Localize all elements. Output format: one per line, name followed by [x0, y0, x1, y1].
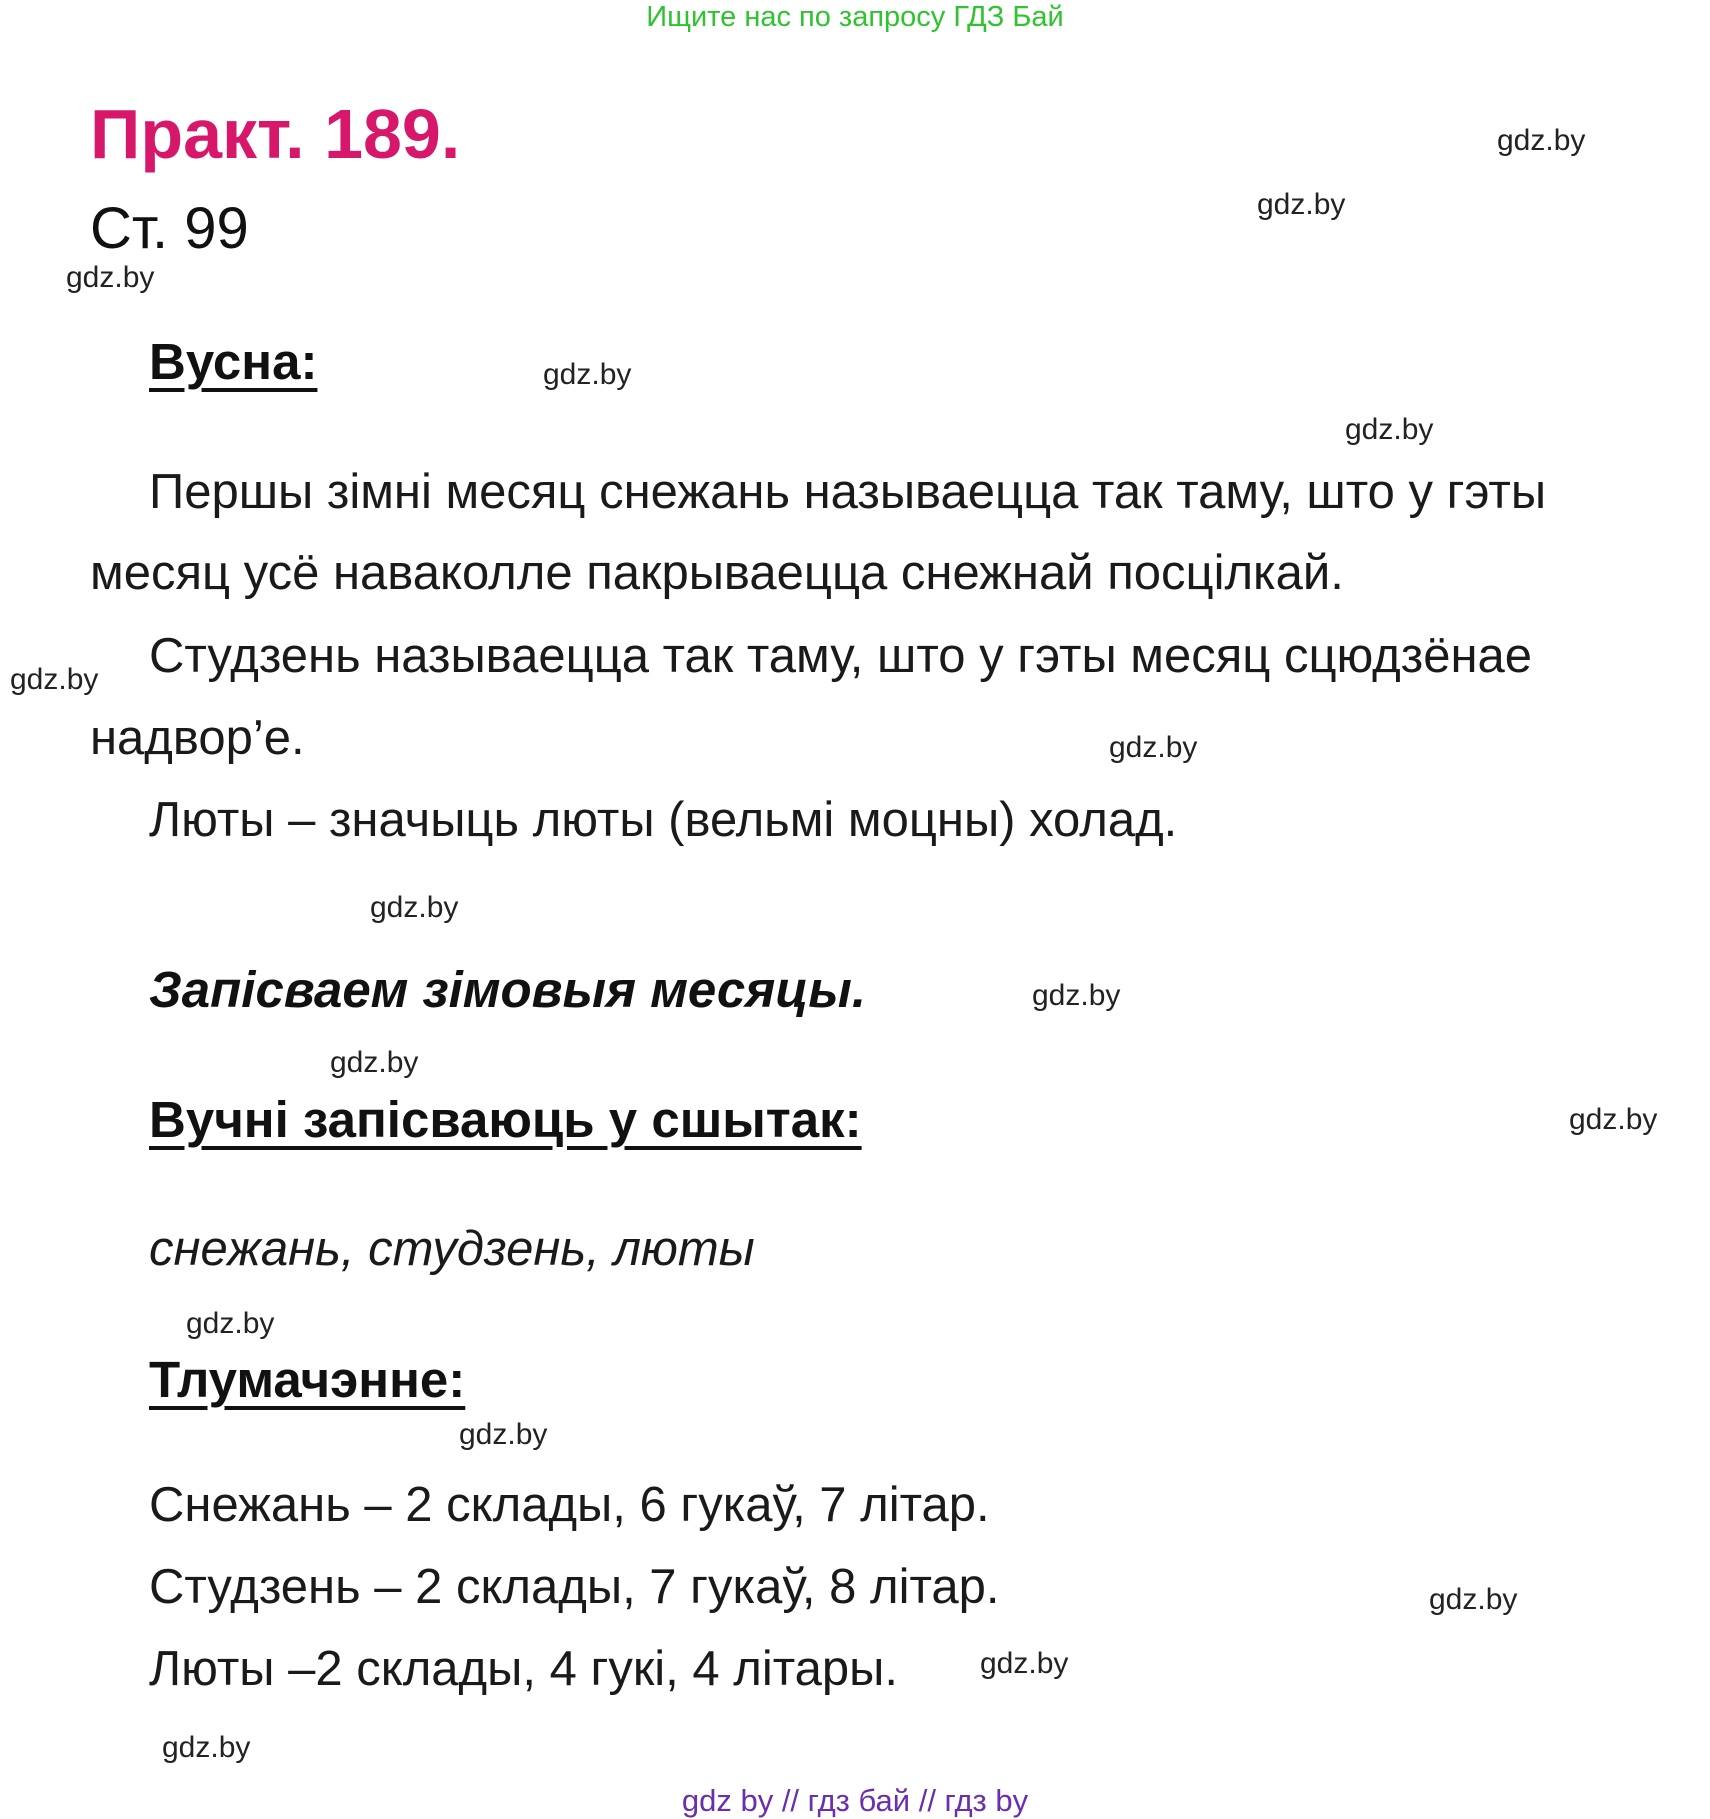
- paragraph-1-line-2: месяц усё наваколле пакрываецца снежнай посцілкай.: [90, 546, 1344, 600]
- watermark: gdz.by: [10, 663, 99, 696]
- analysis-line: Люты –2 склады, 4 гукі, 4 літары.: [149, 1642, 898, 1696]
- watermark: gdz.by: [459, 1418, 548, 1451]
- write-task: Запісваем зімовыя месяцы.: [149, 961, 866, 1018]
- notebook-heading: Вучні запісваюць у сшытак:: [149, 1091, 862, 1148]
- watermark: gdz.by: [980, 1647, 1069, 1680]
- watermark: gdz.by: [162, 1731, 251, 1764]
- watermark: gdz.by: [1032, 979, 1121, 1012]
- exercise-title: Практ. 189.: [90, 95, 461, 173]
- watermark: gdz.by: [186, 1307, 275, 1340]
- paragraph-1-line-1: Першы зімні месяц снежань называецца так таму, што у гэты: [149, 465, 1547, 519]
- page-reference: Ст. 99: [90, 196, 249, 261]
- paragraph-2-line-1: Студзень называецца так таму, што у гэты месяц сцюдзёнае: [149, 629, 1533, 683]
- paragraph-3-line-1: Люты – значыць люты (вельмі моцны) холад.: [149, 793, 1178, 847]
- watermark: gdz.by: [1109, 731, 1198, 764]
- analysis-line: Снежань – 2 склады, 6 гукаў, 7 літар.: [149, 1478, 990, 1532]
- watermark: gdz.by: [330, 1046, 419, 1079]
- explanation-heading: Тлумачэнне:: [149, 1351, 466, 1408]
- watermark: gdz.by: [66, 261, 155, 294]
- months-list: снежань, студзень, люты: [149, 1222, 755, 1276]
- watermark: gdz.by: [1345, 413, 1434, 446]
- watermark: gdz.by: [1569, 1103, 1658, 1136]
- top-banner: Ищите нас по запросу ГДЗ Бай: [646, 1, 1064, 33]
- oral-heading: Вусна:: [149, 333, 318, 390]
- watermark: gdz.by: [1429, 1583, 1518, 1616]
- paragraph-2-line-2: надвор’е.: [90, 711, 305, 765]
- watermark: gdz.by: [1257, 188, 1346, 221]
- footer-links: gdz by // гдз бай // гдз by: [681, 1783, 1029, 1818]
- analysis-line: Студзень – 2 склады, 7 гукаў, 8 літар.: [149, 1560, 1000, 1614]
- watermark: gdz.by: [543, 358, 632, 391]
- watermark: gdz.by: [1497, 124, 1586, 157]
- watermark: gdz.by: [370, 891, 459, 924]
